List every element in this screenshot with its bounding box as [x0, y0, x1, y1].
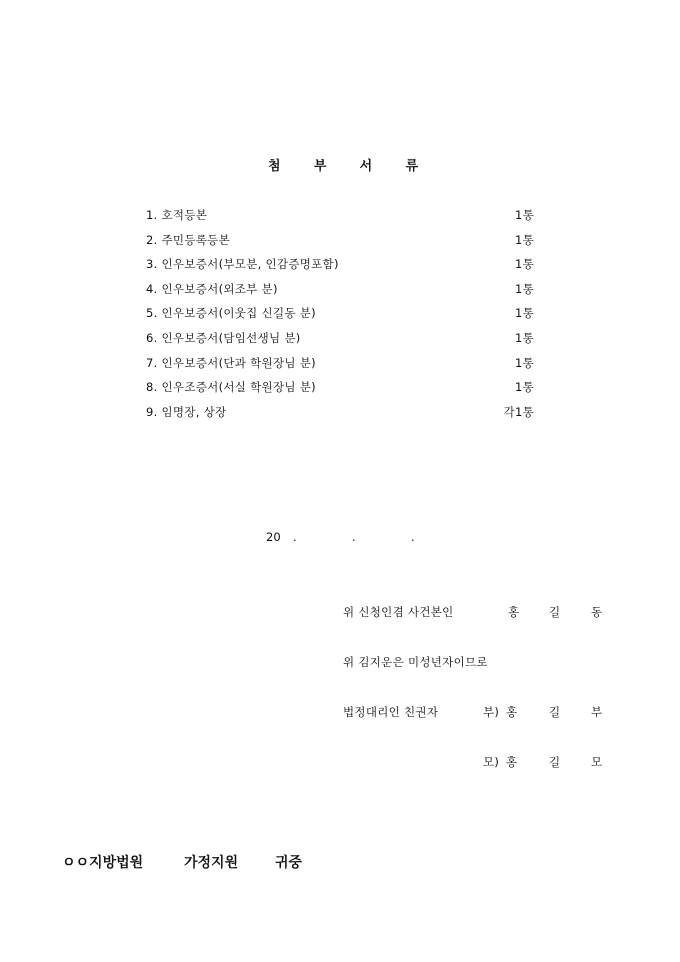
court-branch: 가정지원 — [184, 855, 239, 871]
attachment-item — [146, 402, 534, 427]
attachment-count: 1통 — [514, 380, 534, 395]
guardian-name-char: 부 — [591, 705, 603, 719]
attachment-count: 1통 — [514, 306, 534, 321]
attachment-count: 1통 — [514, 281, 534, 296]
attachment-item — [146, 377, 534, 402]
guardian-father-line — [343, 704, 608, 724]
attachment-name: 9. 임명장, 상장 — [146, 404, 227, 419]
attachment-name: 5. 인우보증서(이웃집 신길동 분) — [146, 306, 316, 321]
court-suffix: 귀중 — [275, 855, 303, 871]
attachment-item — [146, 279, 534, 304]
attachment-count: 각1통 — [503, 404, 534, 419]
guardian-name-char: 홍 — [506, 755, 518, 769]
applicant-name-char: 길 — [549, 605, 561, 619]
minor-statement — [343, 654, 608, 674]
attachment-count: 1통 — [514, 208, 534, 222]
title-char: 첨 — [268, 159, 281, 174]
guardian-name-char: 홍 — [506, 705, 518, 719]
attachment-list — [146, 205, 534, 426]
guardian-role: 부) — [483, 705, 500, 719]
attachment-item — [146, 230, 534, 255]
date-separator: . — [411, 530, 415, 544]
attachment-name: 4. 인우보증서(외조부 분) — [146, 281, 278, 296]
date-separator: . — [352, 530, 356, 544]
applicant-line — [343, 604, 608, 624]
attachment-item — [146, 328, 534, 353]
attachment-item — [146, 205, 534, 230]
attachment-name: 7. 인우보증서(단과 학원장님 분) — [146, 355, 316, 370]
guardian-name-char: 길 — [549, 705, 561, 719]
title-char: 류 — [405, 159, 418, 174]
attachment-item — [146, 353, 534, 378]
attachment-count: 1통 — [514, 257, 534, 272]
attachment-name: 8. 인우조증서(서실 학원장님 분) — [146, 380, 316, 395]
guardian-role: 모) — [483, 755, 500, 769]
attachment-name: 2. 주민등록등본 — [146, 232, 230, 247]
applicant-name-char: 홍 — [508, 605, 520, 619]
guardian-name-char: 모 — [591, 755, 603, 769]
attachment-item — [146, 254, 534, 279]
attachment-item — [146, 303, 534, 328]
title-char: 부 — [313, 159, 327, 174]
attachment-name: 6. 인우보증서(담임선생님 분) — [146, 330, 301, 345]
date-separator: . — [293, 530, 297, 544]
attachment-name: 3. 인우보증서(부모분, 인감증명포함) — [146, 257, 339, 272]
attachment-count: 1통 — [514, 232, 534, 247]
guardian-label: 법정대리인 친권자 — [343, 705, 439, 719]
title-char: 서 — [359, 159, 373, 174]
attachment-title — [268, 155, 418, 175]
attachment-count: 1통 — [514, 330, 534, 345]
court-name: ㅇㅇ지방법원 — [62, 855, 144, 871]
minor-statement-text: 위 김지운은 미성년자이므로 — [343, 655, 488, 669]
date-year: 20 — [266, 530, 281, 544]
guardian-mother-line — [343, 754, 608, 774]
attachment-name: 1. 호적등본 — [146, 208, 208, 222]
attachment-count: 1통 — [514, 355, 534, 370]
applicant-name-char: 동 — [591, 605, 603, 619]
guardian-name-char: 길 — [549, 755, 561, 769]
applicant-label: 위 신청인겸 사건본인 — [343, 605, 454, 619]
